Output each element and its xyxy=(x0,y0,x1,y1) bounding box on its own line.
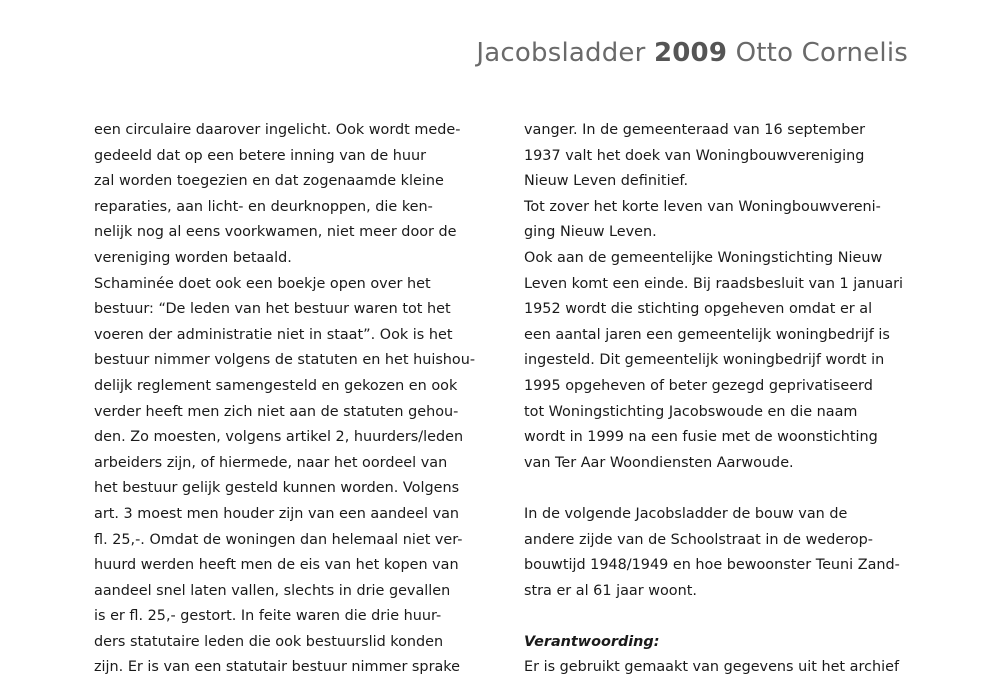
left-line: bestuur nimmer volgens de statuten en het huishou- xyxy=(94,352,476,369)
left-column xyxy=(94,118,494,681)
left-line: voeren der administratie niet in staat”. Ook is het xyxy=(94,326,453,343)
left-line: ders statutaire leden die ook bestuurslid konden xyxy=(94,633,444,650)
right-line: vanger. In de gemeenteraad van 16 september xyxy=(524,122,866,138)
right-line: Ook aan de gemeentelijke Woningstichting Nieuw xyxy=(524,249,883,266)
right-line: Tot zover het korte leven van Woningbouwvereni- xyxy=(524,198,881,215)
right-line: Er is gebruikt gemaakt van gegevens uit het archief xyxy=(524,659,900,676)
right-line: wordt in 1999 na een fusie met de woonstichting xyxy=(524,429,878,446)
left-line: Schaminée doet ook een boekje open over het xyxy=(94,275,431,292)
left-line: aandeel snel laten vallen, slechts in drie gevallen xyxy=(94,582,451,599)
right-line: 1937 valt het doek van Woningbouwvereniging xyxy=(524,147,865,164)
header-year: 2009 xyxy=(653,38,728,68)
header-author: Otto Cornelis xyxy=(735,38,908,68)
left-line: reparaties, aan licht- en deurknoppen, die ken- xyxy=(94,198,433,215)
left-line: zijn. Er is van een statutair bestuur nimmer sprake xyxy=(94,659,460,676)
right-line: bouwtijd 1948/1949 en hoe bewoonster Teuni Zand- xyxy=(524,557,900,574)
right-line: stra er al 61 jaar woont. xyxy=(524,582,697,599)
left-line: vereniging worden betaald. xyxy=(94,249,292,266)
header-title: Jacobsladder xyxy=(476,38,646,68)
left-line: fl. 25,-. Omdat de woningen dan helemaal niet ver- xyxy=(94,531,463,548)
left-line: verder heeft men zich niet aan de statuten gehou- xyxy=(94,403,459,420)
right-line: van Ter Aar Woondiensten Aarwoude. xyxy=(524,454,794,471)
right-column xyxy=(524,118,924,681)
left-line: het bestuur gelijk gesteld kunnen worden. Volgens xyxy=(94,480,460,497)
page-header xyxy=(476,38,908,68)
left-line: bestuur: “De leden van het bestuur waren tot het xyxy=(94,301,451,318)
left-line: nelijk nog al eens voorkwamen, niet meer door de xyxy=(94,224,457,241)
right-line: ingesteld. Dit gemeentelijk woningbedrijf wordt in xyxy=(524,352,885,369)
right-line: In de volgende Jacobsladder de bouw van de xyxy=(524,505,848,522)
left-line: arbeiders zijn, of hiermede, naar het oordeel van xyxy=(94,454,448,471)
left-line: den. Zo moesten, volgens artikel 2, huurders/leden xyxy=(94,429,464,446)
right-line: andere zijde van de Schoolstraat in de wederop- xyxy=(524,531,873,548)
right-line: 1995 opgeheven of beter gezegd geprivatiseerd xyxy=(524,377,873,394)
left-line: een circulaire daarover ingelicht. Ook wordt mede- xyxy=(94,122,461,138)
right-line: Nieuw Leven definitief. xyxy=(524,173,689,190)
right-line: 1952 wordt die stichting opgeheven omdat er al xyxy=(524,301,873,318)
section-subheading: Verantwoording: xyxy=(524,633,660,650)
left-line: huurd werden heeft men de eis van het kopen van xyxy=(94,557,459,574)
right-line: tot Woningstichting Jacobswoude en die naam xyxy=(524,403,858,420)
left-line: delijk reglement samengesteld en gekozen en ook xyxy=(94,377,458,394)
left-line: zal worden toegezien en dat zogenaamde kleine xyxy=(94,173,444,190)
left-line: gedeeld dat op een betere inning van de huur xyxy=(94,147,427,164)
left-line: art. 3 moest men houder zijn van een aandeel van xyxy=(94,505,460,522)
left-line: is er fl. 25,- gestort. In feite waren die drie huur- xyxy=(94,608,442,625)
right-line: ging Nieuw Leven. xyxy=(524,224,657,241)
paragraph-gap xyxy=(524,604,924,630)
right-line: Leven komt een einde. Bij raadsbesluit van 1 januari xyxy=(524,275,904,292)
paragraph-gap xyxy=(524,476,924,502)
right-line: een aantal jaren een gemeentelijk woningbedrijf is xyxy=(524,326,890,343)
